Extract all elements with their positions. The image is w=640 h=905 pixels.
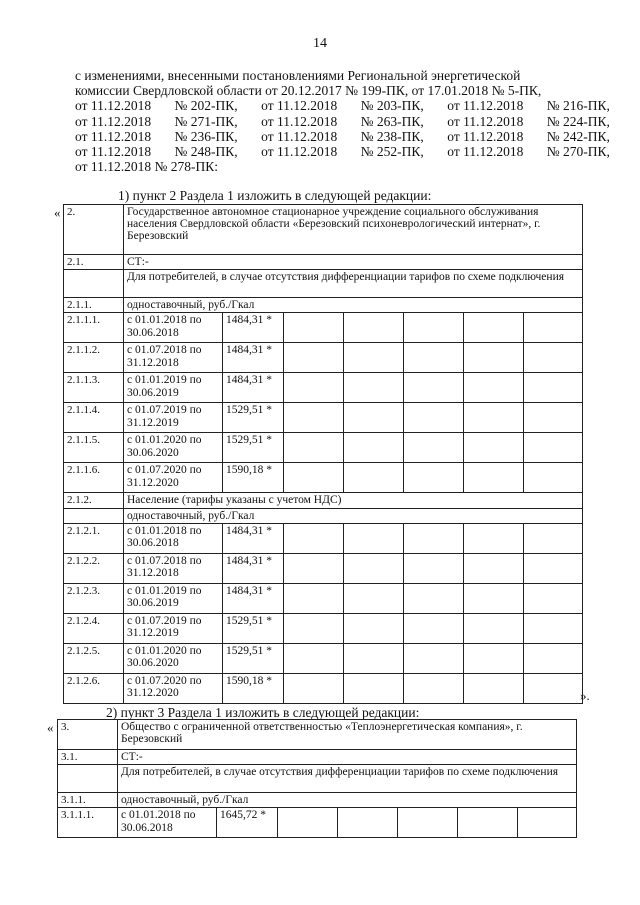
empty-cell	[404, 343, 464, 373]
empty-cell	[464, 553, 524, 583]
empty-cell	[344, 403, 404, 433]
empty-cell	[344, 583, 404, 613]
empty-cell	[464, 403, 524, 433]
intro-text: от 11.12.2018	[447, 113, 524, 129]
intro-text: № 242-ПК,	[546, 128, 610, 144]
section-1-heading: 1) пункт 2 Раздела 1 изложить в следующей редакции:	[118, 188, 432, 203]
empty-cell	[524, 403, 583, 433]
row-number: 2.1.1.3.	[64, 373, 124, 403]
intro-text: от 11.12.2018	[447, 144, 524, 160]
page-number: 14	[313, 36, 327, 51]
empty-cell	[344, 613, 404, 643]
intro-text: от 11.12.2018	[261, 144, 338, 160]
table-row	[64, 508, 583, 523]
table-row	[58, 808, 577, 838]
row-label: Государственное автономное стационарное учреждение социального обслуживания населения Свердловской области «Березовский психоневрологический интернат», г. Березовский	[124, 205, 583, 255]
period-cell: с 01.07.2019 по 31.12.2019	[124, 613, 223, 643]
empty-cell	[284, 313, 344, 343]
empty-cell	[518, 808, 577, 838]
tariff-value: 1529,51 *	[223, 403, 284, 433]
row-label: Для потребителей, в случае отсутствия дифференциации тарифов по схеме подключения	[124, 270, 583, 298]
row-number: 3.1.	[58, 750, 118, 765]
empty-cell	[464, 373, 524, 403]
empty-cell	[284, 433, 344, 463]
table-row	[64, 298, 583, 313]
tariff-table-section-1	[63, 204, 583, 704]
empty-cell	[524, 313, 583, 343]
tariff-value: 1484,31 *	[223, 553, 284, 583]
intro-text: от 11.12.2018	[261, 113, 338, 129]
empty-cell	[524, 613, 583, 643]
intro-text: № 248-ПК,	[174, 144, 238, 160]
row-label: СТ:-	[124, 255, 583, 270]
empty-cell	[284, 643, 344, 673]
row-number: 2.	[64, 205, 124, 255]
table-row	[58, 750, 577, 765]
period-cell: с 01.07.2019 по 31.12.2019	[124, 403, 223, 433]
intro-line	[75, 159, 610, 174]
intro-text: от 11.12.2018	[447, 98, 524, 114]
intro-text: № 270-ПК,	[546, 144, 610, 160]
table-row	[64, 553, 583, 583]
empty-cell	[404, 673, 464, 703]
empty-cell	[344, 523, 404, 553]
intro-text: от 11.12.2018	[261, 128, 338, 144]
table-row	[64, 673, 583, 703]
intro-text: № 224-ПК,	[546, 113, 610, 129]
intro-text: от 11.12.2018	[75, 128, 152, 144]
empty-cell	[464, 463, 524, 493]
row-number: 2.1.1.1.	[64, 313, 124, 343]
empty-cell	[524, 553, 583, 583]
empty-cell	[338, 808, 398, 838]
intro-text: № 236-ПК,	[174, 128, 238, 144]
open-quote-2: «	[47, 720, 54, 735]
empty-cell	[344, 673, 404, 703]
intro-text: от 11.12.2018 № 278-ПК:	[75, 159, 218, 175]
intro-line	[75, 98, 610, 113]
table-row	[64, 373, 583, 403]
intro-text: № 202-ПК,	[174, 98, 238, 114]
empty-cell	[404, 433, 464, 463]
empty-cell	[464, 523, 524, 553]
intro-text: № 263-ПК,	[360, 113, 424, 129]
row-number: 2.1.2.2.	[64, 553, 124, 583]
table-row	[58, 765, 577, 793]
intro-text: от 11.12.2018	[75, 113, 152, 129]
empty-cell	[404, 583, 464, 613]
tariff-value: 1484,31 *	[223, 523, 284, 553]
empty-cell	[344, 643, 404, 673]
empty-cell	[278, 808, 338, 838]
period-cell: с 01.01.2018 по 30.06.2018	[118, 808, 217, 838]
table-row	[64, 493, 583, 508]
empty-cell	[284, 553, 344, 583]
section-2-heading: 2) пункт 3 Раздела 1 изложить в следующей редакции:	[106, 705, 420, 720]
row-number: 2.1.1.	[64, 298, 124, 313]
row-number: 2.1.2.4.	[64, 613, 124, 643]
table-row	[64, 205, 583, 255]
empty-cell	[524, 343, 583, 373]
intro-text: № 216-ПК,	[546, 98, 610, 114]
tariff-value: 1484,31 *	[223, 343, 284, 373]
tariff-value: 1529,51 *	[223, 433, 284, 463]
row-number: 2.1.2.3.	[64, 583, 124, 613]
intro-text: от 11.12.2018	[261, 98, 338, 114]
empty-cell	[284, 403, 344, 433]
empty-cell	[284, 523, 344, 553]
table-row	[64, 523, 583, 553]
empty-cell	[404, 403, 464, 433]
empty-cell	[404, 613, 464, 643]
intro-text: № 238-ПК,	[360, 128, 424, 144]
period-cell: с 01.07.2018 по 31.12.2018	[124, 553, 223, 583]
intro-text: комиссии Свердловской области от 20.12.2017 № 199-ПК, от 17.01.2018 № 5-ПК,	[75, 83, 542, 99]
intro-line	[75, 68, 610, 83]
period-cell: с 01.01.2020 по 30.06.2020	[124, 433, 223, 463]
period-cell: с 01.07.2020 по 31.12.2020	[124, 673, 223, 703]
row-label: Население (тарифы указаны с учетом НДС)	[124, 493, 583, 508]
tariff-value: 1484,31 *	[223, 313, 284, 343]
row-number: 2.1.2.5.	[64, 643, 124, 673]
period-cell: с 01.01.2019 по 30.06.2019	[124, 583, 223, 613]
period-cell: с 01.01.2018 по 30.06.2018	[124, 523, 223, 553]
table-row	[58, 793, 577, 808]
empty-cell	[284, 673, 344, 703]
row-label: Общество с ограниченной ответственностью «Теплоэнергетическая компания», г. Березовский	[118, 720, 577, 750]
empty-cell	[464, 613, 524, 643]
row-label: СТ:-	[118, 750, 577, 765]
tariff-value: 1645,72 *	[217, 808, 278, 838]
row-label: одноставочный, руб./Гкал	[124, 298, 583, 313]
empty-cell	[344, 553, 404, 583]
open-quote: «	[54, 205, 61, 220]
tariff-value: 1590,18 *	[223, 463, 284, 493]
row-number: 2.1.1.6.	[64, 463, 124, 493]
row-number: 2.1.2.1.	[64, 523, 124, 553]
empty-cell	[464, 433, 524, 463]
empty-cell	[524, 643, 583, 673]
period-cell: с 01.07.2018 по 31.12.2018	[124, 343, 223, 373]
empty-cell	[464, 673, 524, 703]
row-number: 3.	[58, 720, 118, 750]
intro-line	[75, 129, 610, 144]
tariff-value: 1590,18 *	[223, 673, 284, 703]
row-label: Для потребителей, в случае отсутствия дифференциации тарифов по схеме подключения	[118, 765, 577, 793]
empty-cell	[64, 508, 124, 523]
empty-cell	[344, 463, 404, 493]
tariff-value: 1484,31 *	[223, 373, 284, 403]
empty-cell	[464, 343, 524, 373]
empty-cell	[524, 463, 583, 493]
intro-text: от 11.12.2018	[447, 128, 524, 144]
empty-cell	[458, 808, 518, 838]
row-number: 2.1.2.	[64, 493, 124, 508]
intro-text: № 252-ПК,	[360, 144, 424, 160]
empty-cell	[464, 583, 524, 613]
empty-cell	[284, 463, 344, 493]
tariff-value: 1484,31 *	[223, 583, 284, 613]
row-number: 3.1.1.1.	[58, 808, 118, 838]
empty-cell	[344, 433, 404, 463]
empty-cell	[344, 343, 404, 373]
empty-cell	[284, 583, 344, 613]
table-row	[64, 433, 583, 463]
table-row	[64, 463, 583, 493]
intro-text: с изменениями, внесенными постановлениями Региональной энергетической	[75, 68, 521, 83]
row-number: 2.1.	[64, 255, 124, 270]
row-label: одноставочный, руб./Гкал	[124, 508, 583, 523]
intro-line	[75, 114, 610, 129]
table-row	[58, 720, 577, 750]
period-cell: с 01.01.2019 по 30.06.2019	[124, 373, 223, 403]
intro-text: от 11.12.2018	[75, 98, 152, 114]
empty-cell	[284, 343, 344, 373]
empty-cell	[284, 613, 344, 643]
tariff-value: 1529,51 *	[223, 613, 284, 643]
intro-paragraph	[75, 68, 610, 174]
row-number: 2.1.2.6.	[64, 673, 124, 703]
intro-text: № 203-ПК,	[360, 98, 424, 114]
empty-cell	[524, 673, 583, 703]
table-row	[64, 343, 583, 373]
intro-line	[75, 83, 610, 98]
table-row	[64, 643, 583, 673]
table-row	[64, 270, 583, 298]
empty-cell	[404, 553, 464, 583]
table-row	[64, 255, 583, 270]
row-number: 2.1.1.2.	[64, 343, 124, 373]
empty-cell	[524, 373, 583, 403]
empty-cell	[344, 373, 404, 403]
empty-cell	[284, 373, 344, 403]
empty-cell	[464, 643, 524, 673]
period-cell: с 01.07.2020 по 31.12.2020	[124, 463, 223, 493]
intro-text: от 11.12.2018	[75, 144, 152, 160]
row-number: 2.1.1.5.	[64, 433, 124, 463]
empty-cell	[64, 270, 124, 298]
empty-cell	[404, 643, 464, 673]
period-cell: с 01.01.2018 по 30.06.2018	[124, 313, 223, 343]
row-number: 3.1.1.	[58, 793, 118, 808]
empty-cell	[524, 523, 583, 553]
empty-cell	[404, 463, 464, 493]
tariff-value: 1529,51 *	[223, 643, 284, 673]
intro-line	[75, 144, 610, 159]
empty-cell	[464, 313, 524, 343]
table-row	[64, 613, 583, 643]
empty-cell	[344, 313, 404, 343]
period-cell: с 01.01.2020 по 30.06.2020	[124, 643, 223, 673]
empty-cell	[524, 583, 583, 613]
close-quote: ».	[580, 688, 590, 703]
empty-cell	[524, 433, 583, 463]
empty-cell	[404, 313, 464, 343]
tariff-table-section-2	[57, 719, 577, 838]
row-number: 2.1.1.4.	[64, 403, 124, 433]
table-row	[64, 313, 583, 343]
empty-cell	[398, 808, 458, 838]
empty-cell	[404, 373, 464, 403]
empty-cell	[58, 765, 118, 793]
empty-cell	[404, 523, 464, 553]
row-label: одноставочный, руб./Гкал	[118, 793, 577, 808]
table-row	[64, 583, 583, 613]
table-row	[64, 403, 583, 433]
intro-text: № 271-ПК,	[174, 113, 238, 129]
